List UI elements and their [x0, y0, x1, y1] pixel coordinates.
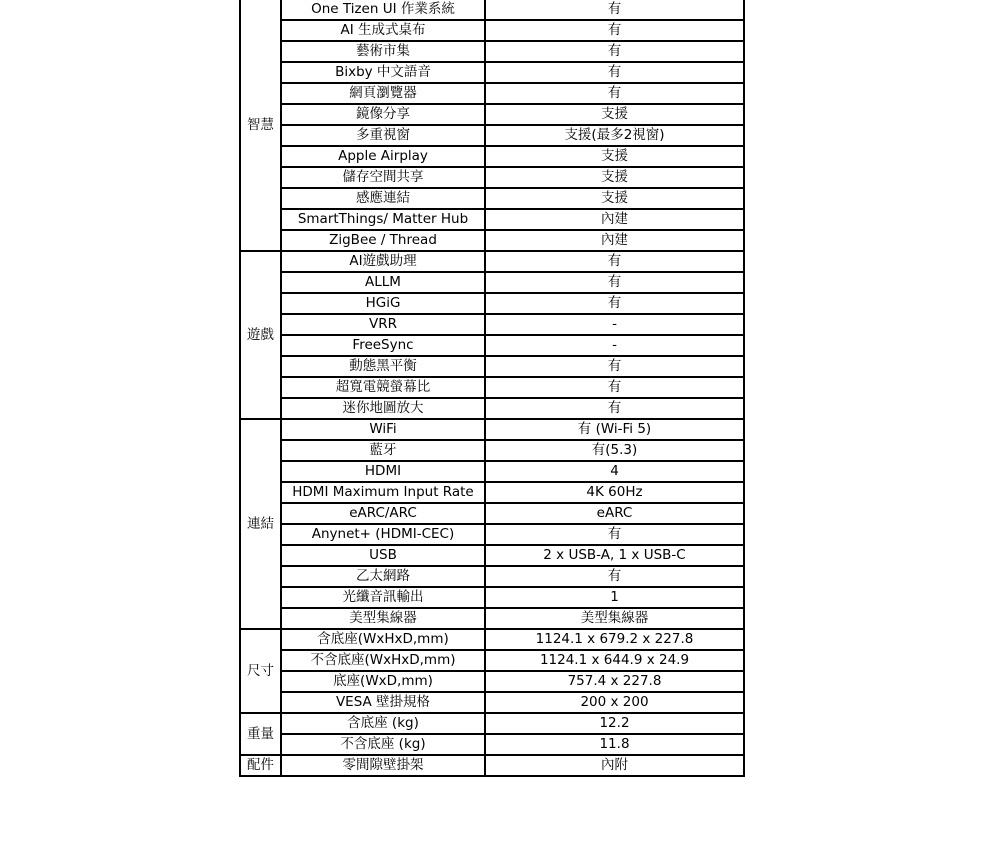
category-cell: 尺寸: [240, 629, 281, 713]
value-cell: 內建: [485, 209, 744, 230]
table-row: [240, 62, 744, 83]
feature-cell: ALLM: [281, 272, 485, 293]
table-row: [240, 272, 744, 293]
feature-cell: 含底座 (kg): [281, 713, 485, 734]
table-row: [240, 230, 744, 251]
value-cell: 1124.1 x 644.9 x 24.9: [485, 650, 744, 671]
value-cell: -: [485, 314, 744, 335]
feature-cell: HDMI: [281, 461, 485, 482]
value-cell: 內附: [485, 755, 744, 776]
table-row: [240, 146, 744, 167]
value-cell: 有: [485, 524, 744, 545]
table-row: [240, 83, 744, 104]
value-cell: 有: [485, 0, 744, 20]
table-row: [240, 167, 744, 188]
value-cell: 2 x USB-A, 1 x USB-C: [485, 545, 744, 566]
value-cell: 美型集線器: [485, 608, 744, 629]
feature-cell: 乙太網路: [281, 566, 485, 587]
value-cell: 有: [485, 83, 744, 104]
feature-cell: 迷你地圖放大: [281, 398, 485, 419]
feature-cell: 含底座(WxHxD,mm): [281, 629, 485, 650]
feature-cell: eARC/ARC: [281, 503, 485, 524]
value-cell: 有: [485, 377, 744, 398]
feature-cell: 動態黑平衡: [281, 356, 485, 377]
value-cell: 有: [485, 272, 744, 293]
table-row: [240, 104, 744, 125]
feature-cell: AI遊戲助理: [281, 251, 485, 272]
feature-cell: VESA 壁掛規格: [281, 692, 485, 713]
table-row: [240, 692, 744, 713]
value-cell: -: [485, 335, 744, 356]
feature-cell: Bixby 中文語音: [281, 62, 485, 83]
table-row: [240, 629, 744, 650]
feature-cell: USB: [281, 545, 485, 566]
table-row: [240, 545, 744, 566]
table-row: [240, 461, 744, 482]
table-row: [240, 755, 744, 776]
feature-cell: HGiG: [281, 293, 485, 314]
table-row: [240, 482, 744, 503]
value-cell: 有: [485, 20, 744, 41]
value-cell: eARC: [485, 503, 744, 524]
table-row: [240, 734, 744, 755]
table-row: [240, 20, 744, 41]
table-row: [240, 419, 744, 440]
feature-cell: 藍牙: [281, 440, 485, 461]
table-row: [240, 524, 744, 545]
value-cell: 有 (Wi-Fi 5): [485, 419, 744, 440]
table-row: [240, 377, 744, 398]
table-row: [240, 188, 744, 209]
value-cell: 有: [485, 251, 744, 272]
feature-cell: One Tizen UI 作業系統: [281, 0, 485, 20]
value-cell: 4K 60Hz: [485, 482, 744, 503]
table-row: [240, 41, 744, 62]
spec-table: [239, 0, 745, 777]
value-cell: 內建: [485, 230, 744, 251]
value-cell: 200 x 200: [485, 692, 744, 713]
value-cell: 4: [485, 461, 744, 482]
value-cell: 有: [485, 62, 744, 83]
table-row: [240, 671, 744, 692]
value-cell: 1124.1 x 679.2 x 227.8: [485, 629, 744, 650]
table-row: [240, 650, 744, 671]
table-row: [240, 125, 744, 146]
feature-cell: Apple Airplay: [281, 146, 485, 167]
feature-cell: 超寬電競螢幕比: [281, 377, 485, 398]
feature-cell: 感應連結: [281, 188, 485, 209]
value-cell: 757.4 x 227.8: [485, 671, 744, 692]
value-cell: 支援: [485, 167, 744, 188]
table-row: [240, 398, 744, 419]
value-cell: 支援(最多2視窗): [485, 125, 744, 146]
feature-cell: 藝術市集: [281, 41, 485, 62]
value-cell: 有(5.3): [485, 440, 744, 461]
table-row: [240, 566, 744, 587]
value-cell: 12.2: [485, 713, 744, 734]
category-cell: 智慧: [240, 0, 281, 251]
table-row: [240, 251, 744, 272]
feature-cell: 光纖音訊輸出: [281, 587, 485, 608]
feature-cell: 零間隙壁掛架: [281, 755, 485, 776]
table-row: [240, 314, 744, 335]
feature-cell: 美型集線器: [281, 608, 485, 629]
table-row: [240, 356, 744, 377]
value-cell: 支援: [485, 146, 744, 167]
feature-cell: 儲存空間共享: [281, 167, 485, 188]
value-cell: 1: [485, 587, 744, 608]
feature-cell: AI 生成式桌布: [281, 20, 485, 41]
table-row: [240, 335, 744, 356]
value-cell: 有: [485, 41, 744, 62]
table-row: [240, 293, 744, 314]
category-cell: 重量: [240, 713, 281, 755]
feature-cell: SmartThings/ Matter Hub: [281, 209, 485, 230]
table-row: [240, 440, 744, 461]
table-row: [240, 0, 744, 20]
table-row: [240, 587, 744, 608]
feature-cell: 鏡像分享: [281, 104, 485, 125]
value-cell: 支援: [485, 188, 744, 209]
value-cell: 有: [485, 356, 744, 377]
feature-cell: ZigBee / Thread: [281, 230, 485, 251]
feature-cell: WiFi: [281, 419, 485, 440]
table-row: [240, 503, 744, 524]
feature-cell: Anynet+ (HDMI-CEC): [281, 524, 485, 545]
table-row: [240, 713, 744, 734]
feature-cell: 多重視窗: [281, 125, 485, 146]
spec-table-body: [240, 0, 744, 776]
category-cell: 遊戲: [240, 251, 281, 419]
value-cell: 有: [485, 398, 744, 419]
value-cell: 11.8: [485, 734, 744, 755]
table-row: [240, 608, 744, 629]
value-cell: 有: [485, 293, 744, 314]
feature-cell: 底座(WxD,mm): [281, 671, 485, 692]
value-cell: 支援: [485, 104, 744, 125]
category-cell: 連結: [240, 419, 281, 629]
value-cell: 有: [485, 566, 744, 587]
feature-cell: HDMI Maximum Input Rate: [281, 482, 485, 503]
feature-cell: 不含底座(WxHxD,mm): [281, 650, 485, 671]
feature-cell: 不含底座 (kg): [281, 734, 485, 755]
category-cell: 配件: [240, 755, 281, 776]
table-row: [240, 209, 744, 230]
feature-cell: 網頁瀏覽器: [281, 83, 485, 104]
feature-cell: VRR: [281, 314, 485, 335]
feature-cell: FreeSync: [281, 335, 485, 356]
